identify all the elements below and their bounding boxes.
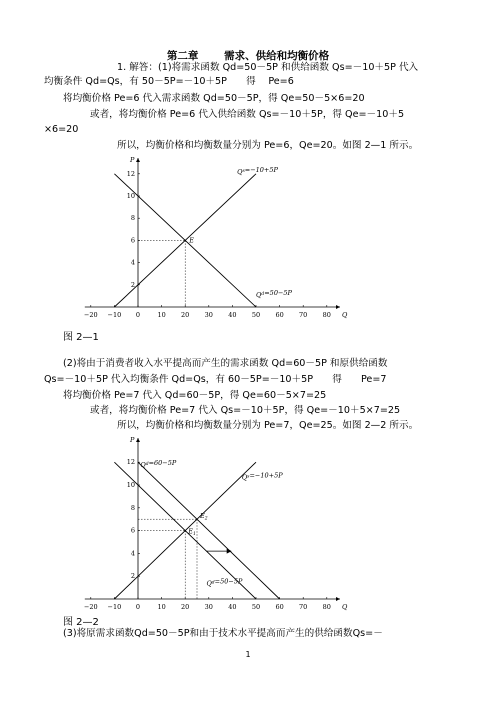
x-tick-label: 10 xyxy=(157,603,166,611)
x-axis-label: Q xyxy=(342,311,348,319)
x-tick-label: 50 xyxy=(251,603,261,611)
y-tick-label: 8 xyxy=(130,503,135,512)
series-label-new-demand: $Q^d=60-5P$ xyxy=(140,458,177,469)
x-tick-label: −20 xyxy=(83,311,98,319)
x-tick-label: 60 xyxy=(275,603,284,611)
equilibrium-label-2: $E_1$ xyxy=(188,527,196,538)
x-tick-label: 30 xyxy=(204,311,213,319)
y-tick-label: 8 xyxy=(130,214,135,223)
x-tick-label: 50 xyxy=(251,311,261,319)
y-axis-label: P xyxy=(130,156,135,164)
page-number: 1 xyxy=(245,650,251,659)
y-tick-label: 4 xyxy=(130,549,135,558)
figure-caption: 图 2—2 xyxy=(63,617,99,628)
text-line: (2)将由于消费者收入水平提高而产生的需求函数 Qd=60－5P 和原供给函数 xyxy=(63,358,388,369)
x-axis-arrow xyxy=(336,305,340,309)
x-tick-label: 70 xyxy=(299,311,308,319)
x-tick-label: −10 xyxy=(107,311,122,319)
x-axis-label: Q xyxy=(342,603,348,611)
y-tick-label: 2 xyxy=(130,572,135,581)
x-tick-label: 0 xyxy=(135,311,141,319)
x-tick-label: 70 xyxy=(299,603,308,611)
series-label-demand: $Q^d=50-5P$ xyxy=(256,289,292,300)
y-axis-arrow xyxy=(136,438,140,442)
y-tick-label: 10 xyxy=(126,192,135,200)
demand-shift-arrowhead xyxy=(227,549,232,554)
text-line: 或者，将均衡价格 Pe=6 代入供给函数 Qs=－10＋5P，得 Qe=－10＋5 xyxy=(90,109,405,120)
text-line: 1. 解答：(1)将需求函数 Qd=50－5P 和供给函数 Qs=－10＋5P 代入 xyxy=(117,62,419,73)
equilibrium-label: E xyxy=(189,236,194,245)
x-tick-label: 60 xyxy=(275,311,284,319)
figure-2-2-chart xyxy=(62,432,352,612)
chapter-number: 第二章 xyxy=(166,50,199,62)
text-line: 将均衡价格 Pe=7 代入 Qd=60－5P，得 Qe=60－5×7=25 xyxy=(63,390,327,401)
x-tick-label: 0 xyxy=(135,603,141,611)
x-tick-label: −20 xyxy=(83,603,98,611)
figure-2-1-chart xyxy=(62,152,352,327)
chapter-heading xyxy=(0,48,496,63)
y-axis-arrow xyxy=(136,158,140,162)
x-tick-label: 40 xyxy=(228,603,237,611)
text-line: 将均衡价格 Pe=6 代入需求函数 Qd=50－5P，得 Qe=50－5×6=20 xyxy=(63,93,365,104)
text-line: 均衡条件 Qd=Qs，有 50－5P=－10＋5P 得 Pe=6 xyxy=(44,76,294,87)
y-tick-label: 6 xyxy=(130,526,135,535)
y-tick-label: 2 xyxy=(130,280,135,289)
y-tick-label: 6 xyxy=(130,236,135,245)
x-axis-arrow xyxy=(336,597,340,601)
x-tick-label: 80 xyxy=(322,311,331,319)
series-label-supply: $Q^s=-10+5P$ xyxy=(237,165,278,176)
x-tick-label: 40 xyxy=(228,311,237,319)
y-tick-label: 12 xyxy=(126,458,135,467)
y-tick-label: 12 xyxy=(126,169,135,178)
text-line: 所以，均衡价格和均衡数量分别为 Pe=6，Qe=20。如图 2—1 所示。 xyxy=(117,140,419,151)
y-tick-label: 10 xyxy=(126,481,135,489)
text-line: 所以，均衡价格和均衡数量分别为 Pe=7，Qe=25。如图 2—2 所示。 xyxy=(117,420,419,431)
series-label-old-demand: $Q^d=50-5P$ xyxy=(206,577,243,588)
equilibrium-label-1: $E_2$ xyxy=(200,512,208,522)
x-tick-label: 80 xyxy=(322,603,331,611)
x-tick-label: 20 xyxy=(181,603,190,611)
x-tick-label: 20 xyxy=(181,311,190,319)
x-tick-label: 10 xyxy=(157,311,166,319)
text-line: 或者，将均衡价格 Pe=7 代入 Qs=－10＋5P，得 Qe=－10＋5×7=25 xyxy=(90,405,401,416)
text-line: ×6=20 xyxy=(44,124,79,135)
text-line: (3)将原需求函数Qd=50－5P和由于技术水平提高而产生的供给函数Qs=－ xyxy=(63,628,383,639)
text-line: Qs=－10＋5P 代入均衡条件 Qd=Qs，有 60－5P=－10＋5P 得 Pe=7 xyxy=(44,374,387,385)
chapter-title: 需求、供给和均衡价格 xyxy=(224,50,330,62)
x-tick-label: −10 xyxy=(107,603,122,611)
y-axis-label: P xyxy=(130,436,135,444)
series-label-supply: $Q^s=-10+5P$ xyxy=(241,471,283,482)
figure-caption: 图 2—1 xyxy=(63,332,99,343)
y-tick-label: 4 xyxy=(130,258,135,267)
x-tick-label: 30 xyxy=(204,603,213,611)
